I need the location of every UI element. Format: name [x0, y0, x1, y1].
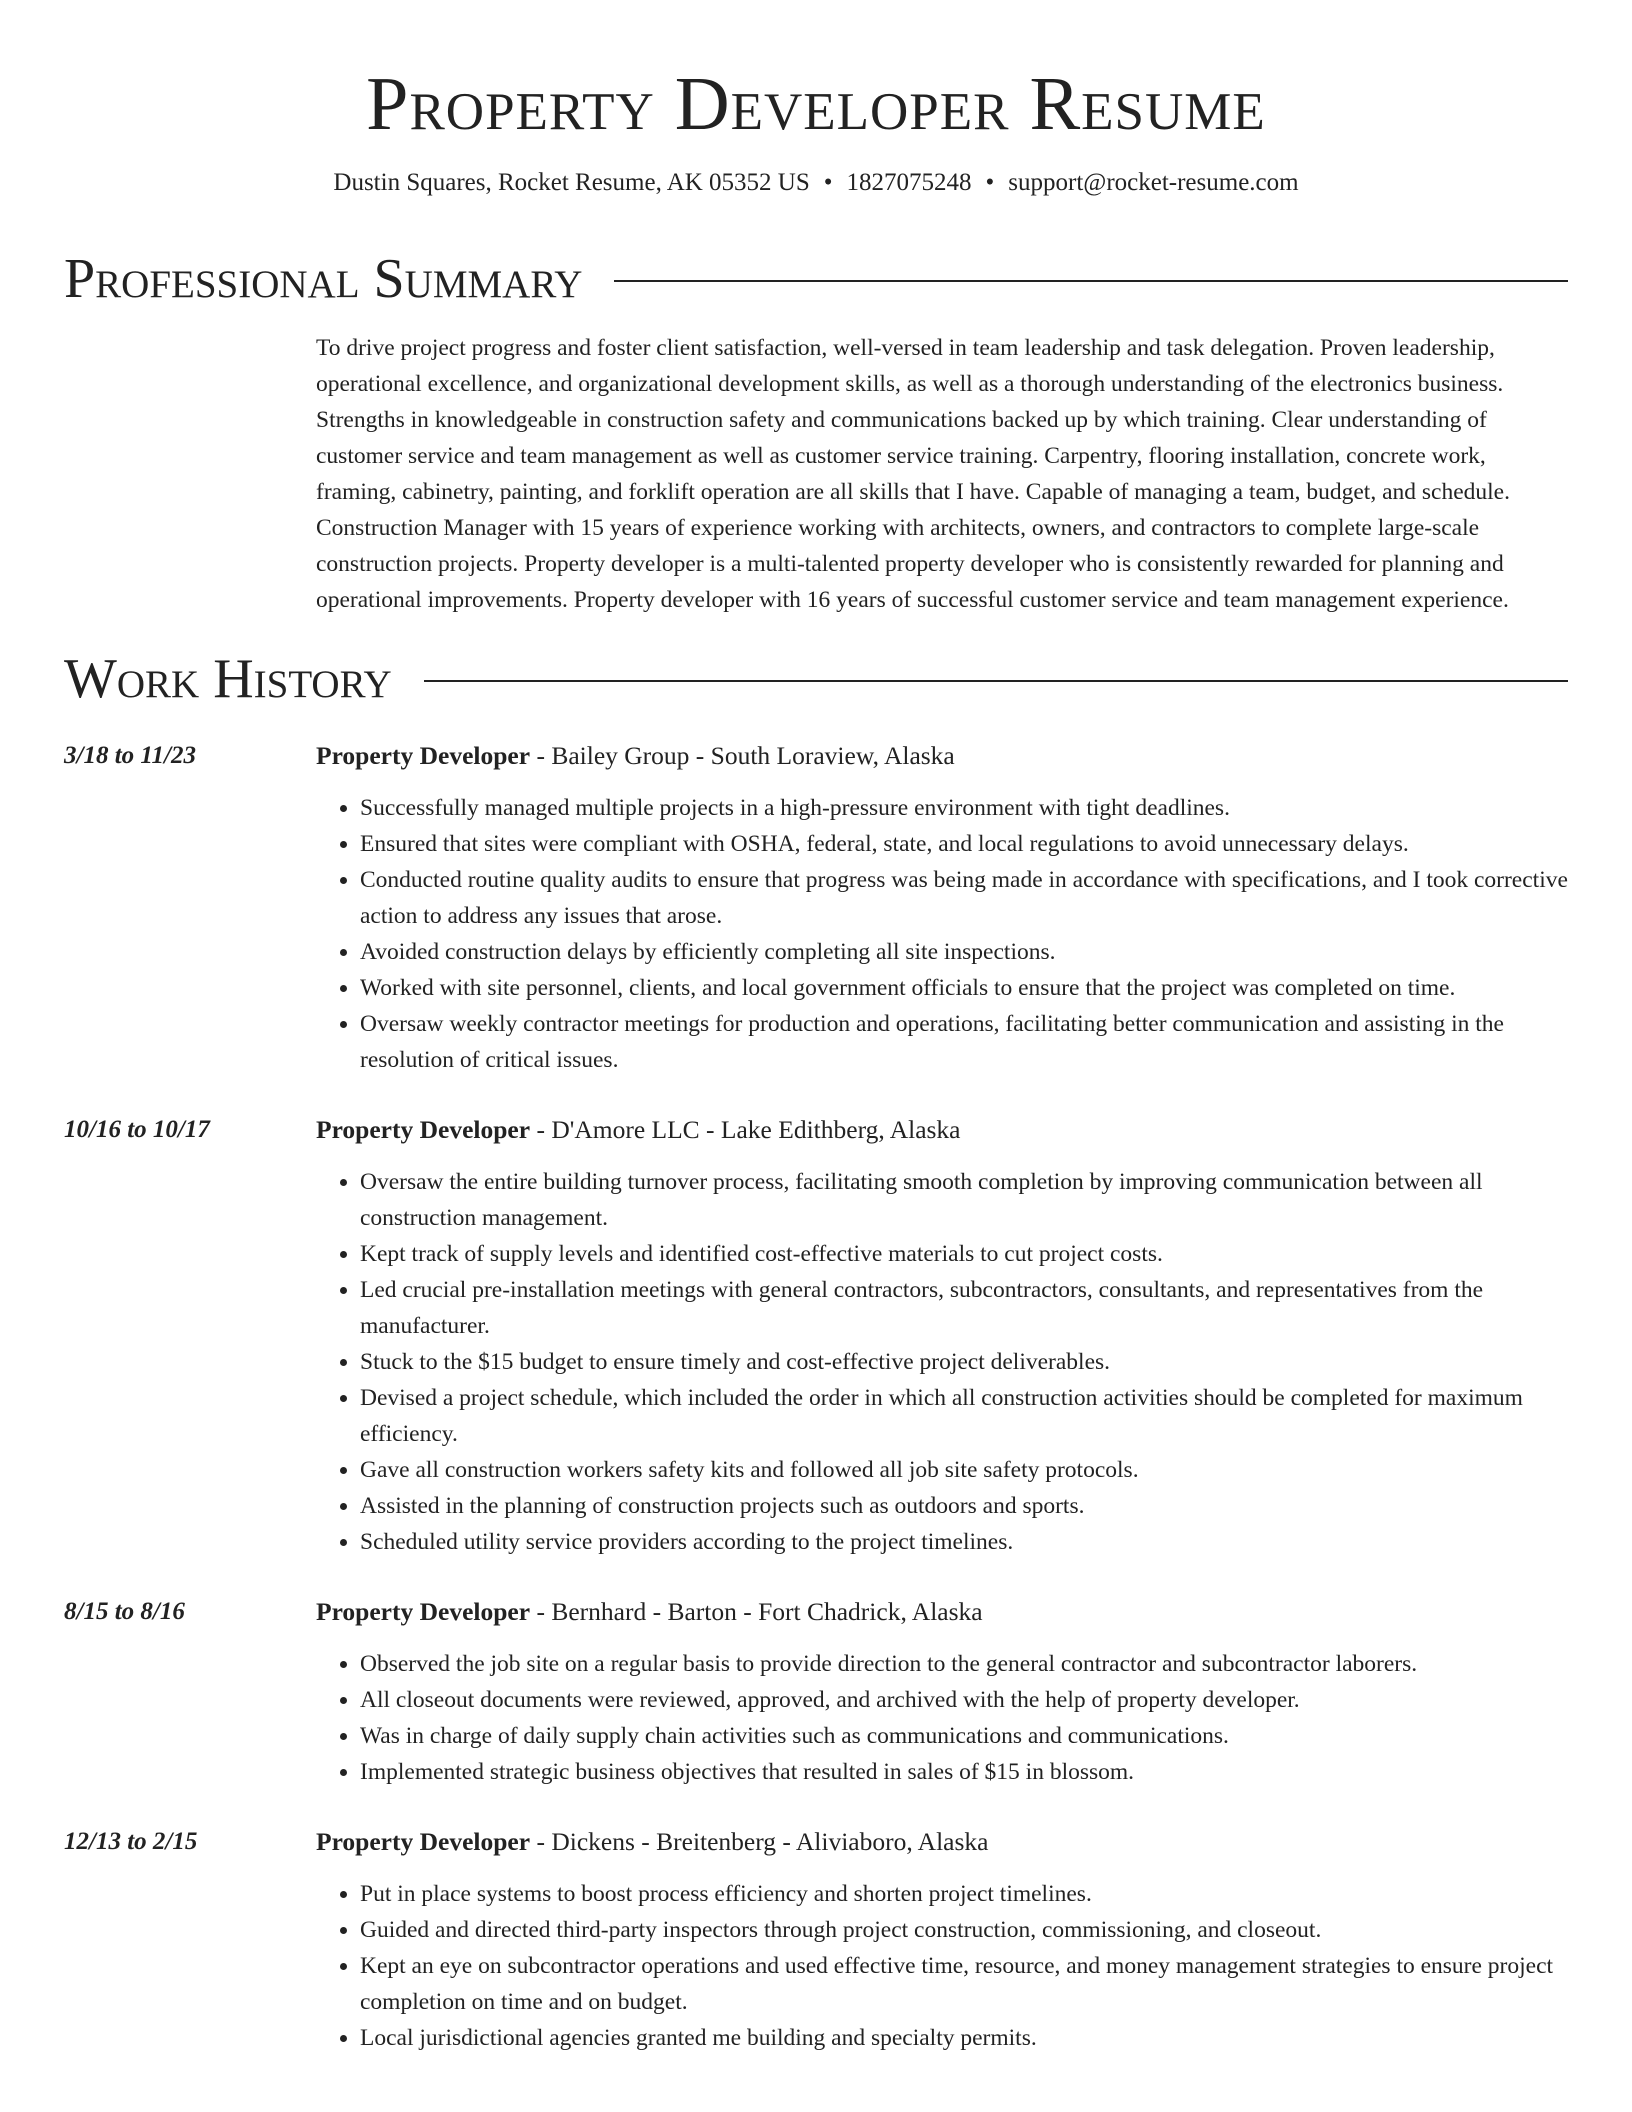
summary-heading: Professional Summary [64, 248, 583, 310]
job-body [316, 1112, 1568, 1560]
job-bullet: • Scheduled utility service providers according to the project timelines. [360, 1524, 1568, 1560]
work-heading: Work History [64, 648, 392, 710]
job-bullet: • Devised a project schedule, which included the order in which all construction activities should be completed for maximum efficiency. [360, 1380, 1568, 1452]
job-employer-location: - D'Amore LLC - Lake Edithberg, Alaska [530, 1115, 961, 1144]
job-title: Property Developer [316, 1115, 531, 1144]
job-bullet: • Oversaw weekly contractor meetings for production and operations, facilitating better communication and assisting in the resolution of critical issues. [360, 1006, 1568, 1078]
job-bullets [316, 1876, 1568, 2056]
job-bullet: • Led crucial pre-installation meetings with general contractors, subcontractors, consultants, and representatives from the manufacturer. [360, 1272, 1568, 1344]
document-title: Property Developer Resume [366, 62, 1266, 146]
job-title: Property Developer [316, 1827, 531, 1856]
job-body [316, 1594, 1568, 1790]
job-dates: 10/16 to 10/17 [64, 1116, 210, 1143]
job-bullet: • Ensured that sites were compliant with OSHA, federal, state, and local regulations to avoid unnecessary delays. [360, 826, 1568, 862]
job-body [316, 738, 1568, 1078]
job-dates: 3/18 to 11/23 [64, 742, 196, 769]
job-bullet: • Observed the job site on a regular basis to provide direction to the general contractor and subcontractor laborers. [360, 1646, 1568, 1682]
section-divider [424, 680, 1568, 682]
job-bullets [316, 1164, 1568, 1560]
job-bullet: • Kept track of supply levels and identified cost-effective materials to cut project costs. [360, 1236, 1568, 1272]
contact-separator: • [823, 169, 833, 196]
job-bullets [316, 790, 1568, 1078]
job-bullets [316, 1646, 1568, 1790]
job-bullet: • Put in place systems to boost process efficiency and shorten project timelines. [360, 1876, 1568, 1912]
contact-line [64, 166, 1568, 200]
job-header [316, 1824, 1568, 1860]
job-entry [64, 1824, 1568, 2056]
job-body [316, 1824, 1568, 2056]
contact-address: Dustin Squares, Rocket Resume, AK 05352 US [333, 169, 810, 196]
job-bullet: • Kept an eye on subcontractor operations and used effective time, resource, and money management strategies to ensure project completion on time and on budget. [360, 1948, 1568, 2020]
summary-section-header [64, 248, 1568, 310]
job-dates: 8/15 to 8/16 [64, 1598, 185, 1625]
contact-separator: • [985, 169, 995, 196]
job-bullet: • Local jurisdictional agencies granted me building and specialty permits. [360, 2020, 1568, 2056]
job-bullet: • All closeout documents were reviewed, approved, and archived with the help of property developer. [360, 1682, 1568, 1718]
job-entry [64, 1112, 1568, 1560]
contact-email: support@rocket-resume.com [1008, 169, 1299, 196]
job-bullet: • Conducted routine quality audits to ensure that progress was being made in accordance with specifications, and I took corrective action to address any issues that arose. [360, 862, 1568, 934]
job-header [316, 738, 1568, 774]
job-header [316, 1112, 1568, 1148]
job-bullet: • Avoided construction delays by efficiently completing all site inspections. [360, 934, 1568, 970]
job-entry [64, 1594, 1568, 1790]
job-employer-location: - Bailey Group - South Loraview, Alaska [530, 741, 955, 770]
job-bullet: • Worked with site personnel, clients, and local government officials to ensure that the project was completed on time. [360, 970, 1568, 1006]
job-entry [64, 738, 1568, 1078]
job-header [316, 1594, 1568, 1630]
section-divider [614, 280, 1568, 282]
job-employer-location: - Bernhard - Barton - Fort Chadrick, Alaska [530, 1597, 983, 1626]
contact-phone: 1827075248 [846, 169, 972, 196]
job-bullet: • Guided and directed third-party inspectors through project construction, commissioning, and closeout. [360, 1912, 1568, 1948]
summary-text: To drive project progress and foster client satisfaction, well-versed in team leadership and task delegation. Proven leadership, operational excellence, and organizational development skills, as well as a thorough understanding of the electronics business. Strengths in knowledgeable in construction safety and communications backed up by which training. Clear understanding of customer service and team management as well as customer service training. Carpentry, flooring installation, concrete work, framing, cabinetry, painting, and forklift operation are all skills that I have. Capable of managing a team, budget, and schedule. Construction Manager with 15 years of experience working with architects, owners, and contractors to complete large-scale construction projects. Property developer is a multi-talented property developer who is consistently rewarded for planning and operational improvements. Property developer with 16 years of successful customer service and team management experience. [316, 335, 1510, 613]
job-bullet: • Successfully managed multiple projects in a high-pressure environment with tight deadlines. [360, 790, 1568, 826]
job-bullet: • Was in charge of daily supply chain activities such as communications and communications. [360, 1718, 1568, 1754]
job-bullet: • Implemented strategic business objectives that resulted in sales of $15 in blossom. [360, 1754, 1568, 1790]
job-title: Property Developer [316, 1597, 531, 1626]
job-bullet: • Stuck to the $15 budget to ensure timely and cost-effective project deliverables. [360, 1344, 1568, 1380]
job-bullet: • Assisted in the planning of construction projects such as outdoors and sports. [360, 1488, 1568, 1524]
job-bullet: • Gave all construction workers safety kits and followed all job site safety protocols. [360, 1452, 1568, 1488]
job-title: Property Developer [316, 741, 531, 770]
job-employer-location: - Dickens - Breitenberg - Aliviaboro, Alaska [530, 1827, 989, 1856]
job-dates: 12/13 to 2/15 [64, 1828, 198, 1855]
work-section-header [64, 648, 1568, 710]
job-bullet: • Oversaw the entire building turnover process, facilitating smooth completion by improving communication between all construction management. [360, 1164, 1568, 1236]
